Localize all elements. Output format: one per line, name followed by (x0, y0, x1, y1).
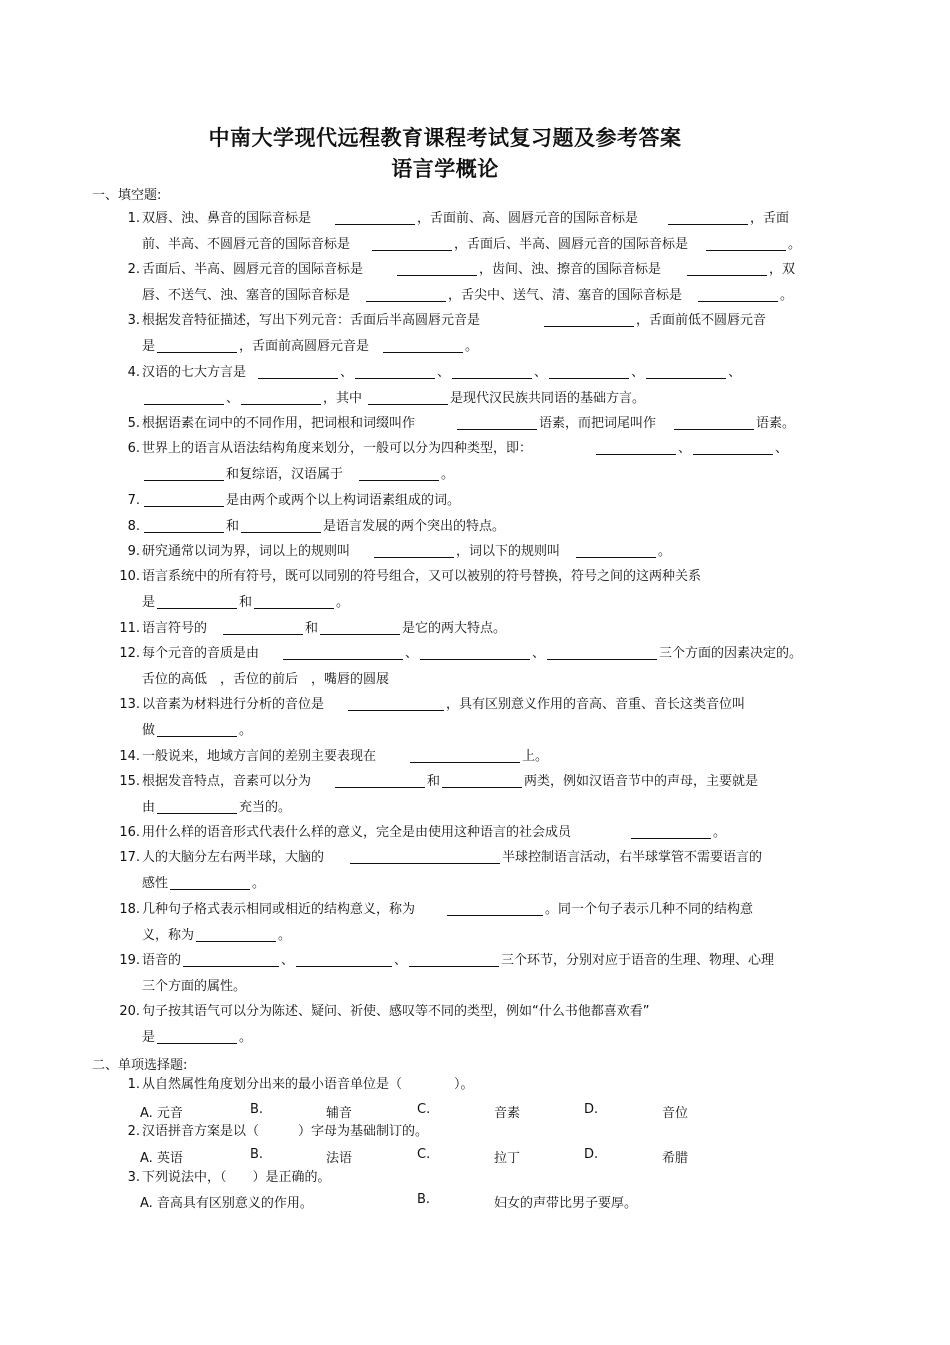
blank (144, 517, 224, 533)
blank (372, 235, 452, 251)
question-5: 5. 根据语素在词中的不同作用，把词根和词缀叫作 语素，而把词尾叫作 语素。 (127, 416, 796, 431)
blank (549, 363, 629, 379)
blank (350, 848, 500, 864)
blank (144, 389, 224, 405)
option-d-label[interactable]: D. (584, 1147, 599, 1162)
question-2: 2. 舌面后、半高、圆唇元音的国际音标是 ，齿间、浊、擦音的国际音标是 ，双 唇、不送气、浊、塞音的国际音标是 ，舌尖中、送气、清、塞音的国际音标是 。 (127, 262, 796, 303)
question-6: 6. 世界上的语言从语法结构角度来划分，一般可以分为四种类型，即： 、 、 和复综语，汉语属于 。 (127, 441, 789, 482)
blank (442, 772, 522, 788)
blank (410, 747, 520, 763)
blank (698, 286, 778, 302)
question-20: 20. 句子按其语气可以分为陈述、疑问、祈使、感叹等不同的类型，例如“什么书他都喜欢看” 是 。 (119, 1004, 650, 1045)
blank (368, 389, 448, 405)
blank (646, 363, 726, 379)
blank (576, 542, 656, 558)
blank (170, 874, 250, 890)
question-14: 14. 一般说来，地域方言间的差别主要表现在 上。 (119, 749, 549, 764)
question-13: 13. 以音素为材料进行分析的音位是 ，具有区别意义作用的音高、音重、音长这类音位叫 做 。 (119, 697, 746, 738)
blank (687, 260, 767, 276)
document-title: 中南大学现代远程教育课程考试复习题及参考答案 (208, 125, 682, 150)
blank (157, 337, 237, 353)
option-c[interactable]: 拉丁 (494, 1151, 521, 1166)
blank (241, 517, 321, 533)
blank (706, 235, 786, 251)
option-c-label[interactable]: C. (417, 1147, 431, 1162)
blank (157, 721, 237, 737)
option-c[interactable]: 音素 (494, 1106, 521, 1121)
blank (366, 286, 446, 302)
option-a[interactable]: A. 音高具有区别意义的作用。 (140, 1196, 313, 1211)
blank (457, 414, 537, 430)
blank (196, 926, 276, 942)
question-1: 1. 双唇、浊、鼻音的国际音标是 ，舌面前、高、圆唇元音的国际音标是 ，舌面 前、半高、不圆唇元音的国际音标是 ，舌面后、半高、圆唇元音的国际音标是 。 (127, 211, 802, 252)
blank (183, 951, 279, 967)
section-heading-single-choice: 二、单项选择题: (92, 1058, 188, 1073)
option-a[interactable]: A. 英语 (140, 1151, 183, 1166)
question-15: 15. 根据发音特点，音素可以分为 和 两类，例如汉语音节中的声母，主要就是 由 充当的。 (119, 774, 759, 815)
blank (144, 465, 224, 481)
blank (409, 951, 499, 967)
blank (157, 593, 237, 609)
blank (674, 414, 754, 430)
question-9: 9. 研究通常以词为界，词以上的规则叫 ，词以下的规则叫 。 (127, 544, 672, 559)
blank (668, 209, 748, 225)
question-12: 12. 每个元音的音质是由 、 、 三个方面的因素决定的。 舌位的高低 ，舌位的前后 ，嘴唇的圆展 (119, 646, 803, 687)
blank (296, 951, 392, 967)
blank (374, 542, 454, 558)
question-8: 8. 和 是语言发展的两个突出的特点。 (127, 519, 506, 534)
blank (447, 900, 543, 916)
question-19: 19. 语音的 、 、 三个环节，分别对应于语音的生理、物理、心理 三个方面的属性。 (119, 953, 775, 994)
question-16: 16. 用什么样的语音形式代表什么样的意义，完全是由使用这种语言的社会成员 。 (119, 825, 727, 840)
blank (258, 363, 338, 379)
option-b[interactable]: 妇女的声带比男子要厚。 (494, 1196, 638, 1211)
question-4: 4. 汉语的七大方言是 、 、 、 、 、 、 ，其中 是现代汉民族共同语的基础方言。 (127, 365, 742, 406)
question-17: 17. 人的大脑分左右两半球，大脑的 半球控制语言活动，右半球掌管不需要语言的 感性 。 (119, 850, 763, 891)
option-c-label[interactable]: C. (417, 1102, 431, 1117)
blank (335, 772, 425, 788)
blank (359, 465, 439, 481)
blank (596, 439, 676, 455)
question-10: 10. 语言系统中的所有符号，既可以同别的符号组合，又可以被别的符号替换，符号之间的这两种关系 是 和 。 (119, 569, 702, 610)
blank (631, 823, 711, 839)
option-b-label[interactable]: B. (250, 1147, 264, 1162)
blank (157, 798, 237, 814)
blank (693, 439, 773, 455)
blank (420, 644, 530, 660)
section-heading-fill-blank: 一、填空题: (92, 188, 162, 203)
option-b-label[interactable]: B. (417, 1192, 431, 1207)
blank (355, 363, 435, 379)
blank (254, 593, 334, 609)
blank (397, 260, 477, 276)
blank (452, 363, 532, 379)
option-d-label[interactable]: D. (584, 1102, 599, 1117)
option-d[interactable]: 音位 (662, 1106, 689, 1121)
mc-question-2: 2. 汉语拼音方案是以（ ）字母为基础制订的。 (127, 1124, 429, 1139)
mc-question-1: 1. 从自然属性角度划分出来的最小语音单位是（ ）。 (127, 1077, 474, 1092)
blank (383, 337, 463, 353)
mc-question-3: 3. 下列说法中，（ ）是正确的。 (127, 1170, 331, 1185)
option-d[interactable]: 希腊 (662, 1151, 689, 1166)
blank (283, 644, 403, 660)
question-3: 3. 根据发音特征描述，写出下列元音：舌面后半高圆唇元音是 ，舌面前低不圆唇元音 是 ，舌面前高圆唇元音是 。 (127, 313, 767, 354)
document-subtitle: 语言学概论 (391, 156, 499, 181)
blank (544, 311, 634, 327)
blank (335, 209, 415, 225)
blank (547, 644, 657, 660)
blank (348, 695, 444, 711)
blank (320, 619, 400, 635)
option-b-label[interactable]: B. (250, 1102, 264, 1117)
option-b[interactable]: 辅音 (326, 1106, 353, 1121)
blank (144, 491, 224, 507)
blank (157, 1028, 237, 1044)
question-7: 7. 是由两个或两个以上构词语素组成的词。 (127, 493, 461, 508)
question-18: 18. 几种句子格式表示相同或相近的结构意义，称为 。同一个句子表示几种不同的结构意 义，称为 。 (119, 902, 754, 943)
question-11: 11. 语言符号的 和 是它的两大特点。 (119, 621, 507, 636)
option-a[interactable]: A. 元音 (140, 1106, 183, 1121)
blank (223, 619, 303, 635)
blank (241, 389, 321, 405)
option-b[interactable]: 法语 (326, 1151, 353, 1166)
